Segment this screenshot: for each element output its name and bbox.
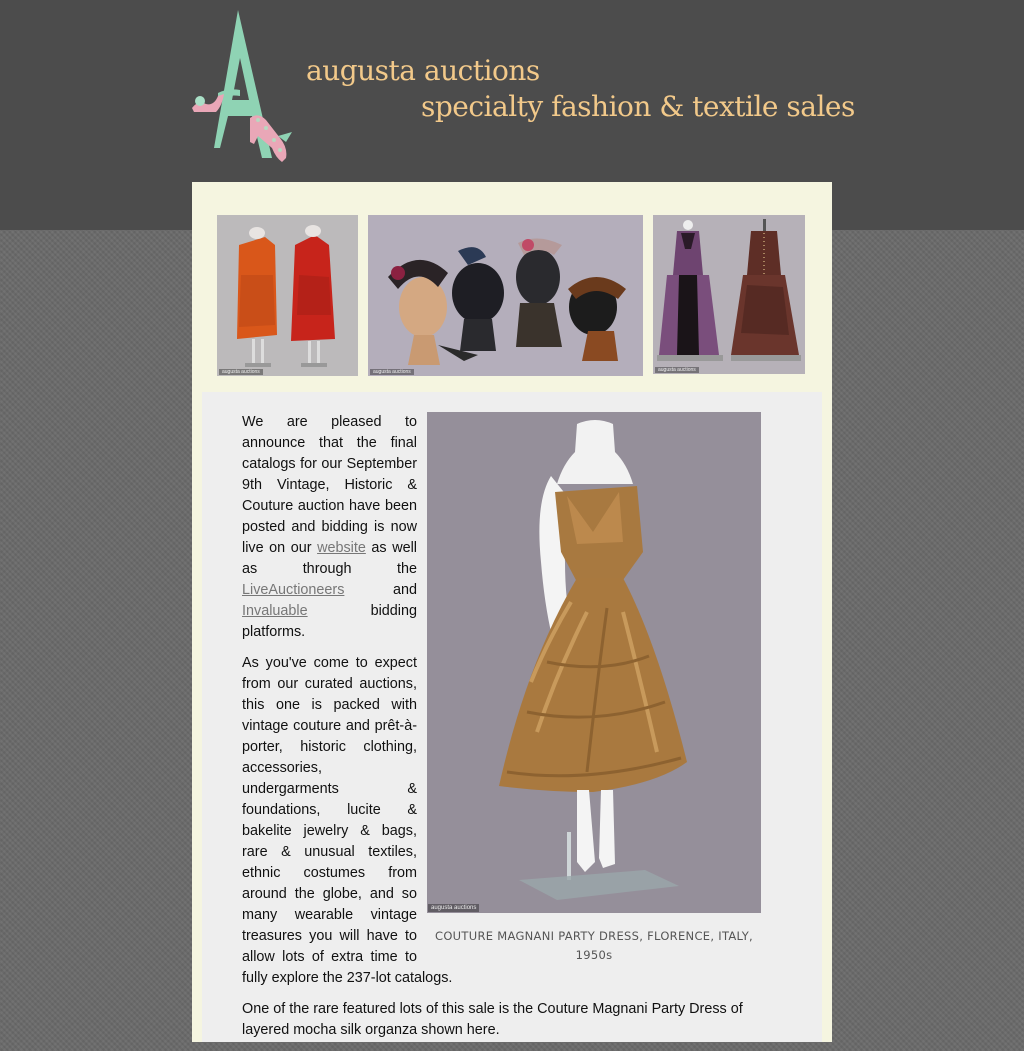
logo-icon (188, 8, 296, 168)
watermark-tag: augusta auctions (219, 369, 263, 375)
article-body (242, 412, 772, 1051)
intro-text-4: bidding platforms. (242, 603, 417, 640)
banner-photo-dresses[interactable] (217, 215, 358, 376)
watermark-tag: augusta auctions (428, 904, 479, 912)
figure-caption: COUTURE MAGNANI PARTY DRESS, FLORENCE, ITALY, 1950s (435, 929, 753, 962)
catalog-paragraph: As you've come to expect from our curated auctions, this one is packed with vintage couture and prêt-à-porter, historic clothing, accessories, undergarments & foundations, lucite & bakelite jewelry & bags, rare & unusual textiles, ethnic costumes from around the globe, and so many wearable vintage treasures you will have to allow lots of extra time to fully explore the 237-lot catalogs. (242, 655, 453, 986)
banner-photo-victorian-dresses[interactable] (653, 215, 805, 374)
watermark-tag: augusta auctions (655, 367, 699, 373)
page-container (192, 182, 832, 1042)
main-content (202, 392, 822, 1042)
intro-text-1: We are pleased to announce that the final catalogs for our September 9th Vintage, Historic & Couture auction have been posted and bidding is now live on our (242, 414, 417, 556)
watermark-tag: augusta auctions (370, 369, 414, 375)
victorian-dresses-image (653, 215, 805, 374)
intro-text-3: and (344, 582, 417, 598)
dresses-image (217, 215, 358, 376)
featured-figure (427, 412, 772, 965)
magnani-dress-image (427, 412, 761, 913)
featured-lot-paragraph: One of the rare featured lots of this sale is the Couture Magnani Party Dress of layered mocha silk organza shown here. (242, 1001, 743, 1038)
website-link[interactable]: website (317, 540, 366, 556)
letter-a-with-shoes-logo[interactable] (188, 8, 296, 168)
site-tagline: specialty fashion & textile sales (421, 90, 855, 123)
banner-photo-bonnets[interactable] (368, 215, 643, 376)
zigzag-edge (192, 182, 832, 190)
liveauctioneers-link[interactable]: LiveAuctioneers (242, 582, 345, 598)
bonnets-image (368, 215, 643, 376)
invaluable-link[interactable]: Invaluable (242, 603, 308, 619)
site-name[interactable]: augusta auctions (306, 54, 540, 87)
intro-text-2: as well as through the (242, 540, 417, 577)
featured-dress-photo[interactable] (427, 412, 761, 913)
